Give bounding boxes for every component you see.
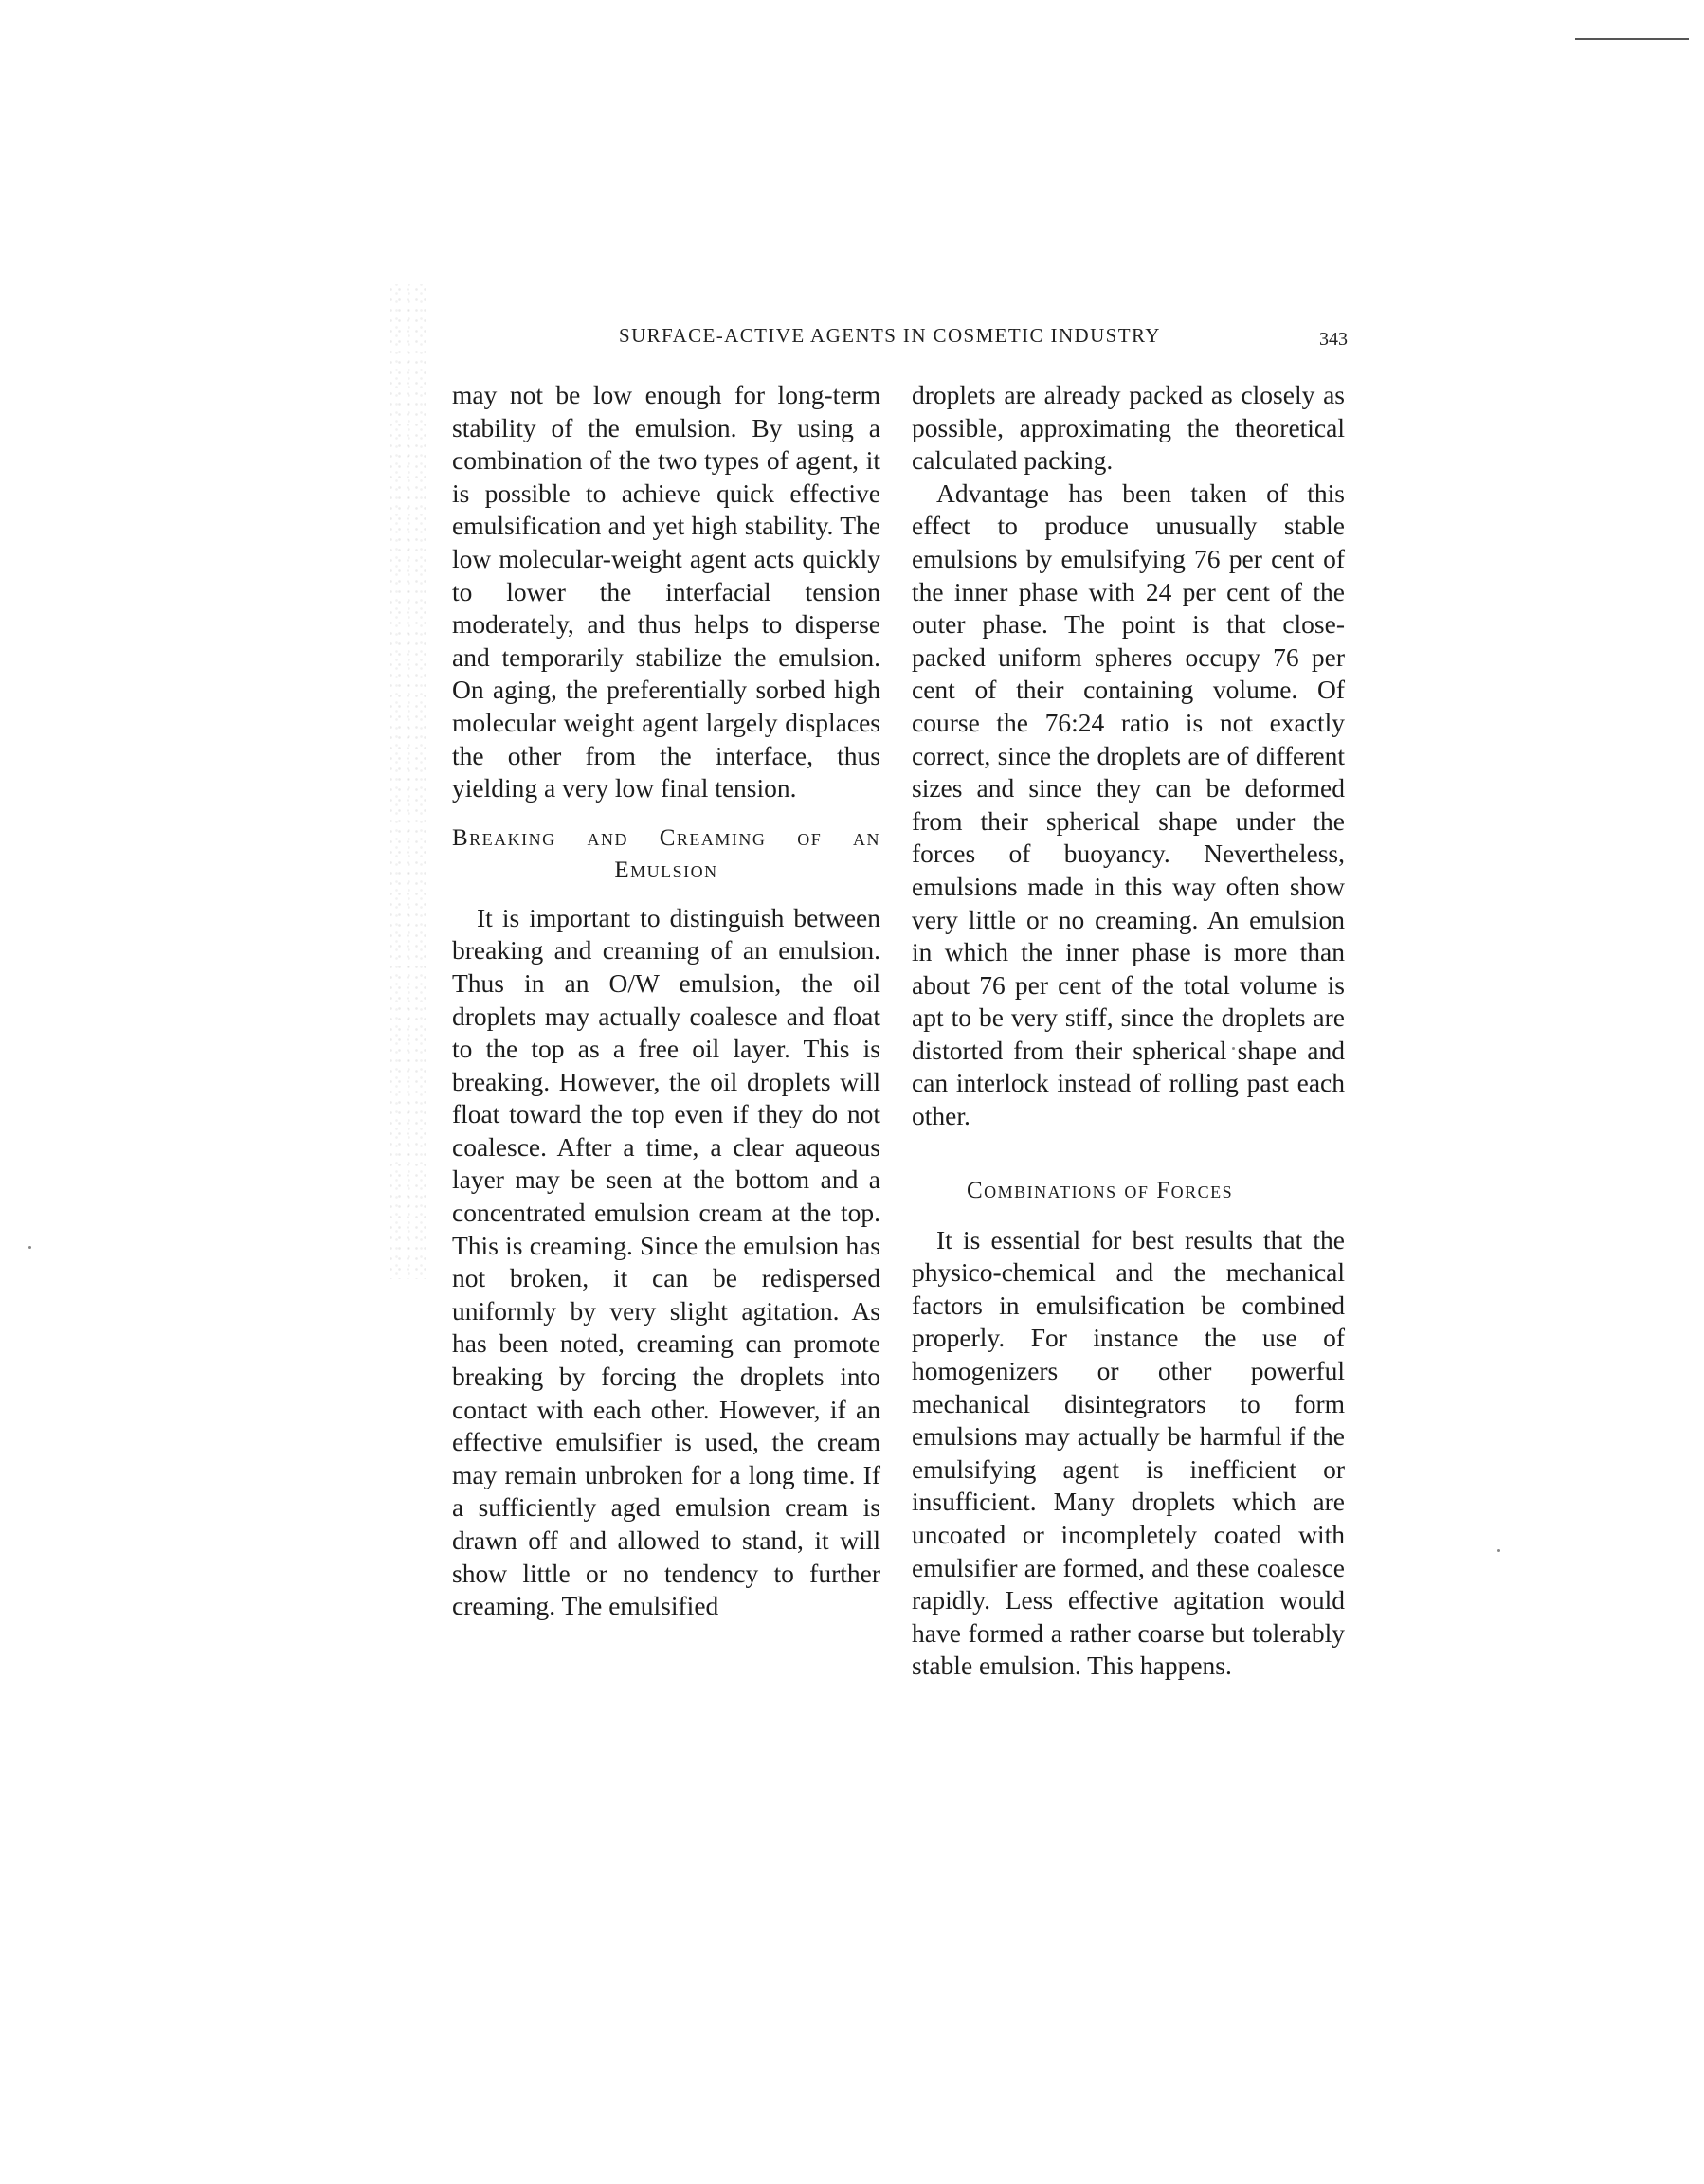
right-paragraph-combinations: It is essential for best results that the physico-chemical and the mechanical factors in emulsification be combined properly. For instance the use of homogenizers or other powerful mechanical disintegrators to form emulsions may actually be harmful if the emulsifying agent is inefficient or insufficient. Many droplets which are uncoated or incompletely coated with emulsifier are formed, and these coalesce rapidly. Less effective agitation would have formed a rather coarse but tolerably stable emulsion. This happens. <box>912 1224 1345 1681</box>
running-head: SURFACE-ACTIVE AGENTS IN COSMETIC INDUSTRY <box>619 324 1161 347</box>
scan-margin-speckle <box>387 284 432 1279</box>
section-heading-line-1: Breaking and Creaming of an <box>452 824 880 851</box>
page-number: 343 <box>1319 329 1348 350</box>
section-heading-line-2: Emulsion <box>614 857 718 883</box>
right-paragraph-continued: droplets are already packed as closely as possible, approximating the theoretical calculated packing. <box>912 380 1345 476</box>
scan-dust-mark <box>28 1246 31 1249</box>
scan-edge-rule <box>1575 38 1689 40</box>
section-heading-combinations-of-forces: Combinations of Forces <box>967 1177 1234 1203</box>
section-heading-breaking-creaming <box>452 822 880 887</box>
scan-dust-mark <box>1497 1549 1500 1552</box>
left-paragraph-breaking-creaming: It is important to distinguish between breaking and creaming of an emulsion. Thus in an O/W emulsion, the oil droplets may actually coalesce and float to the top as a free oil layer. This is breaking. However, the oil droplets will float toward the top even if they do not coalesce. After a time, a clear aqueous layer may be seen at the bottom and a concentrated emulsion cream at the top. This is creaming. Since the emulsion has not broken, it can be redispersed uniformly by very slight agitation. As has been noted, creaming can promote breaking by forcing the droplets into contact with each other. However, if an effective emulsifier is used, the cream may remain unbroken for a long time. If a sufficiently aged emulsion cream is drawn off and allowed to stand, it will show little or no tendency to further creaming. The emulsified <box>452 902 880 1621</box>
left-column <box>452 379 880 1623</box>
left-paragraph-continued: may not be low enough for long-term stability of the emulsion. By using a combination of the two types of agent, it is possible to achieve quick effective emulsification and yet high stability. The low molecular-weight agent acts quickly to lower the interfacial tension moderately, and thus helps to disperse and temporarily stabilize the emulsion. On aging, the preferentially sorbed high molecular weight agent largely displaces the other from the interface, thus yielding a very low final tension. <box>452 380 880 803</box>
right-column <box>912 379 1345 1683</box>
right-paragraph-packing: Advantage has been taken of this effect to produce unusually stable emulsions by emulsifying 76 per cent of the inner phase with 24 per cent of the outer phase. The point is that close-packed uniform spheres occupy 76 per cent of their containing volume. Of course the 76:24 ratio is not exactly correct, since the droplets are of different sizes and since they can be deformed from their spherical shape under the forces of buoyancy. Nevertheless, emulsions made in this way often show very little or no creaming. An emulsion in which the inner phase is more than about 76 per cent of the total volume is apt to be very stiff, since the droplets are distorted from their spherical shape and can interlock instead of rolling past each other. <box>912 478 1345 1131</box>
